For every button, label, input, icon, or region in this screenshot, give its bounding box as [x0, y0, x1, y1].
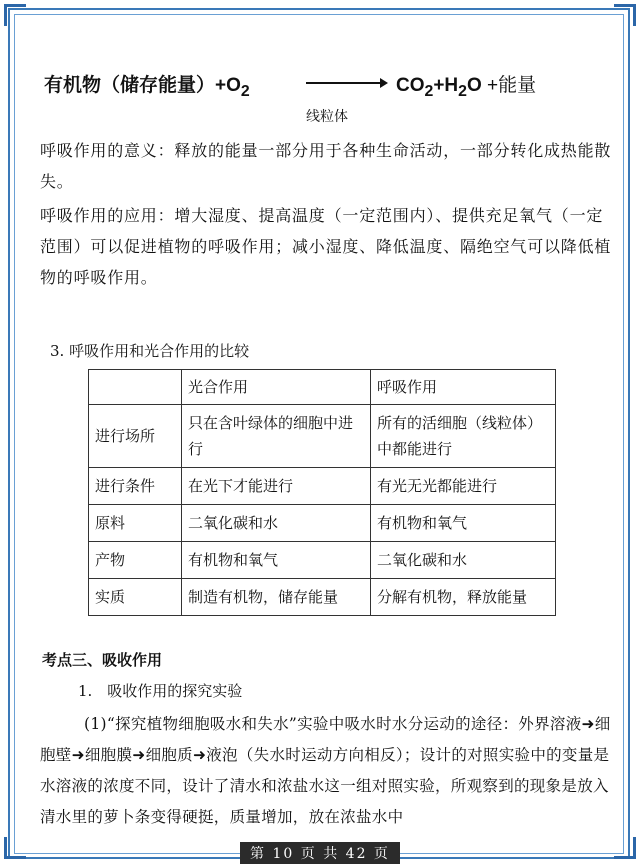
table-header-cell: 呼吸作用 [371, 370, 556, 405]
table-header-row [89, 370, 556, 405]
table-cell: 二氧化碳和水 [182, 505, 371, 542]
equation-energy: +能量 [481, 75, 537, 96]
table-cell: 进行条件 [89, 468, 182, 505]
table-header-cell: 光合作用 [182, 370, 371, 405]
table-cell: 只在含叶绿体的细胞中进行 [182, 405, 371, 468]
comparison-heading: 3. 呼吸作用和光合作用的比较 [50, 342, 250, 360]
equation-catalyst: 线粒体 [306, 109, 348, 125]
equation-co-sub: 2 [424, 82, 434, 100]
page-footer [0, 842, 640, 864]
table-cell: 原料 [89, 505, 182, 542]
equation-h-sub: 2 [458, 82, 467, 100]
paragraph-absorption: (1)“探究植物细胞吸水和失水”实验中吸水时水分运动的途径：外界溶液➜细胞壁➜细胞膜➜细胞质➜液泡（失水时运动方向相反）；设计的对照实验中的变量是水溶液的浓度不同，设计了清水和浓盐水这一组对照实验，所观察到的现象是放入清水里的萝卜条变得硬挺，质量增加，放在浓盐水中 [40, 715, 611, 826]
equation-reactants [44, 70, 250, 101]
comparison-table [88, 369, 556, 616]
equation-left-sub: 2 [240, 82, 250, 100]
table-header-cell [89, 370, 182, 405]
equation-left-text: 有机物（储存能量）+O [44, 75, 241, 96]
table-cell: 在光下才能进行 [182, 468, 371, 505]
equation-o: O [466, 75, 482, 96]
table-cell: 产物 [89, 542, 182, 579]
equation-co: CO [396, 75, 425, 96]
table-row [89, 505, 556, 542]
list-item-heading: 1. 吸收作用的探究实验 [78, 682, 243, 700]
table-cell: 有机物和氧气 [182, 542, 371, 579]
corner-ornament-top-left [4, 4, 26, 26]
table-row [89, 579, 556, 616]
table-cell: 二氧化碳和水 [371, 542, 556, 579]
table-cell: 进行场所 [89, 405, 182, 468]
paragraph-application: 呼吸作用的应用：增大湿度、提高温度（一定范围内）、提供充足氧气（一定范围）可以促进植物的呼吸作用；减小湿度、降低温度、隔绝空气可以降低植物的呼吸作用。 [40, 206, 612, 287]
respiration-equation [44, 66, 604, 126]
table-cell: 有光无光都能进行 [371, 468, 556, 505]
table-cell: 有机物和氧气 [371, 505, 556, 542]
equation-products [396, 70, 536, 101]
table-row [89, 405, 556, 468]
table-row [89, 468, 556, 505]
corner-ornament-top-right [614, 4, 636, 26]
table-cell: 实质 [89, 579, 182, 616]
reaction-arrow-icon [306, 82, 386, 84]
equation-h: +H [433, 75, 459, 96]
table-row [89, 542, 556, 579]
table-cell: 所有的活细胞（线粒体）中都能进行 [371, 405, 556, 468]
table-cell: 制造有机物，储存能量 [182, 579, 371, 616]
table-cell: 分解有机物，释放能量 [371, 579, 556, 616]
page-number-label: 第 10 页 共 42 页 [240, 842, 400, 864]
section-title: 考点三、吸收作用 [42, 651, 163, 669]
paragraph-significance: 呼吸作用的意义：释放的能量一部分用于各种生命活动，一部分转化成热能散失。 [40, 141, 612, 191]
